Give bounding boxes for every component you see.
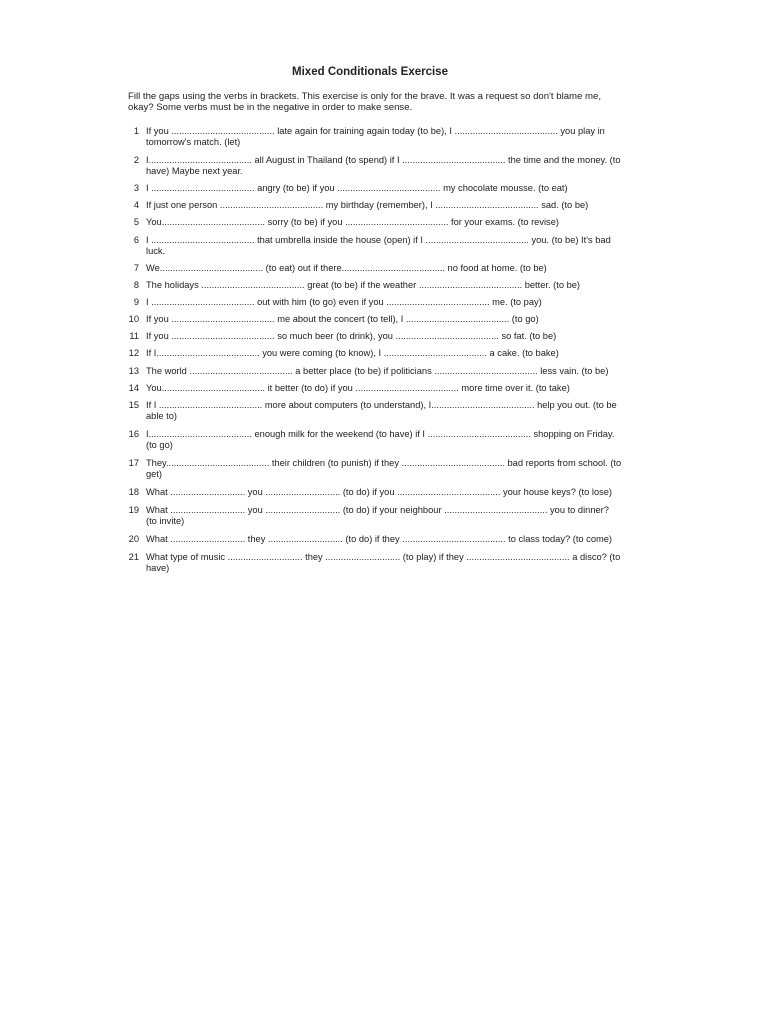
exercise-item: [120, 534, 630, 545]
exercise-number: 15: [128, 400, 139, 410]
exercise-text: You........................................ sorry (to be) if you ........................................ for your exams. (to revise): [146, 217, 559, 227]
exercise-number: 12: [128, 348, 139, 358]
exercise-item: [120, 126, 630, 148]
exercise-number: 3: [133, 183, 139, 193]
exercise-number: 21: [128, 552, 139, 562]
exercise-text: We........................................ (to eat) out if there........................................ no food at home. (to be): [146, 263, 547, 273]
exercise-item: [120, 331, 630, 342]
exercise-item: [120, 348, 630, 359]
exercise-number: 19: [128, 505, 139, 515]
exercise-number: 10: [128, 314, 139, 324]
exercise-item: [120, 280, 630, 291]
exercise-number: 16: [128, 429, 139, 439]
exercise-number: 2: [133, 155, 139, 165]
exercise-item: [120, 263, 630, 274]
exercise-number: 20: [128, 534, 139, 544]
exercise-text: The world ........................................ a better place (to be) if politicians ........................................ less vain. (to be): [146, 366, 609, 376]
exercise-item: [120, 458, 630, 480]
exercise-item: [120, 314, 630, 325]
exercise-text: I ........................................ out with him (to go) even if you ........................................ me. (to pay): [146, 297, 542, 307]
exercise-text: The holidays ........................................ great (to be) if the weather ........................................ better. (to be): [146, 280, 581, 290]
exercise-number: 13: [128, 366, 139, 376]
exercise-item: [120, 155, 630, 177]
exercise-text: If you ........................................ late again for training again today (to be), I ........................................ you play in tomorrow's match. (let): [146, 126, 605, 147]
exercise-number: 5: [133, 217, 139, 227]
exercise-list: [120, 126, 630, 574]
exercise-item: [120, 505, 630, 527]
exercise-text: If just one person ........................................ my birthday (remember), I ........................................ sad. (to be): [146, 200, 589, 210]
exercise-number: 7: [133, 263, 139, 273]
exercise-text: I ........................................ angry (to be) if you ........................................ my chocolate mousse. (to eat): [146, 183, 568, 193]
exercise-item: [120, 383, 630, 394]
exercise-text: If you ........................................ me about the concert (to tell), I ........................................ (to go): [146, 314, 539, 324]
exercise-text: I........................................ enough milk for the weekend (to have) if I ........................................ shopping on Friday. (to go): [146, 429, 615, 450]
exercise-item: [120, 235, 630, 257]
exercise-number: 8: [133, 280, 139, 290]
exercise-item: [120, 200, 630, 211]
document-title: Mixed Conditionals Exercise: [292, 66, 448, 78]
exercise-text: If you ........................................ so much beer (to drink), you ........................................ so fat. (to be): [146, 331, 557, 341]
exercise-item: [120, 297, 630, 308]
exercise-number: 4: [133, 200, 139, 210]
exercise-text: They........................................ their children (to punish) if they ........................................ bad reports from school. (to get): [146, 458, 622, 479]
exercise-item: [120, 487, 630, 498]
exercise-text: I........................................ all August in Thailand (to spend) if I ........................................ the time and the money. (to have) Maybe next year.: [146, 155, 621, 176]
exercise-number: 9: [133, 297, 139, 307]
exercise-number: 17: [128, 458, 139, 468]
instructions-paragraph: Fill the gaps using the verbs in brackets. This exercise is only for the brave. It was a request so don't blame me, okay? Some verbs must be in the negative in order to make sense.: [128, 91, 602, 113]
exercise-text: What type of music ............................. they ............................. (to play) if they ........................................ a disco? (to have): [146, 552, 621, 573]
exercise-number: 11: [129, 331, 139, 341]
exercise-item: [120, 552, 630, 574]
exercise-text: What ............................. you ............................. (to do) if your neighbour ........................................ you to dinner? (to invite): [146, 505, 609, 526]
exercise-number: 14: [128, 383, 139, 393]
exercise-number: 6: [133, 235, 139, 245]
exercise-item: [120, 366, 630, 377]
exercise-item: [120, 429, 630, 451]
exercise-text: If I........................................ you were coming (to know), I ........................................ a cake. (to bake): [146, 348, 559, 358]
exercise-item: [120, 400, 630, 422]
exercise-text: You........................................ it better (to do) if you ........................................ more time over it. (to take): [146, 383, 570, 393]
exercise-number: 1: [133, 126, 139, 136]
exercise-text: What ............................. they ............................. (to do) if they ........................................ to class today? (to come): [146, 534, 613, 544]
exercise-text: What ............................. you ............................. (to do) if you ........................................ your house keys? (to lose): [146, 487, 613, 497]
exercise-item: [120, 183, 630, 194]
exercise-text: I ........................................ that umbrella inside the house (open) if I ........................................ you. (to be) It's bad luck.: [146, 235, 611, 256]
exercise-item: [120, 217, 630, 228]
exercise-text: If I ........................................ more about computers (to understand), I........................................ help you out. (to be able to): [146, 400, 617, 421]
exercise-number: 18: [128, 487, 139, 497]
